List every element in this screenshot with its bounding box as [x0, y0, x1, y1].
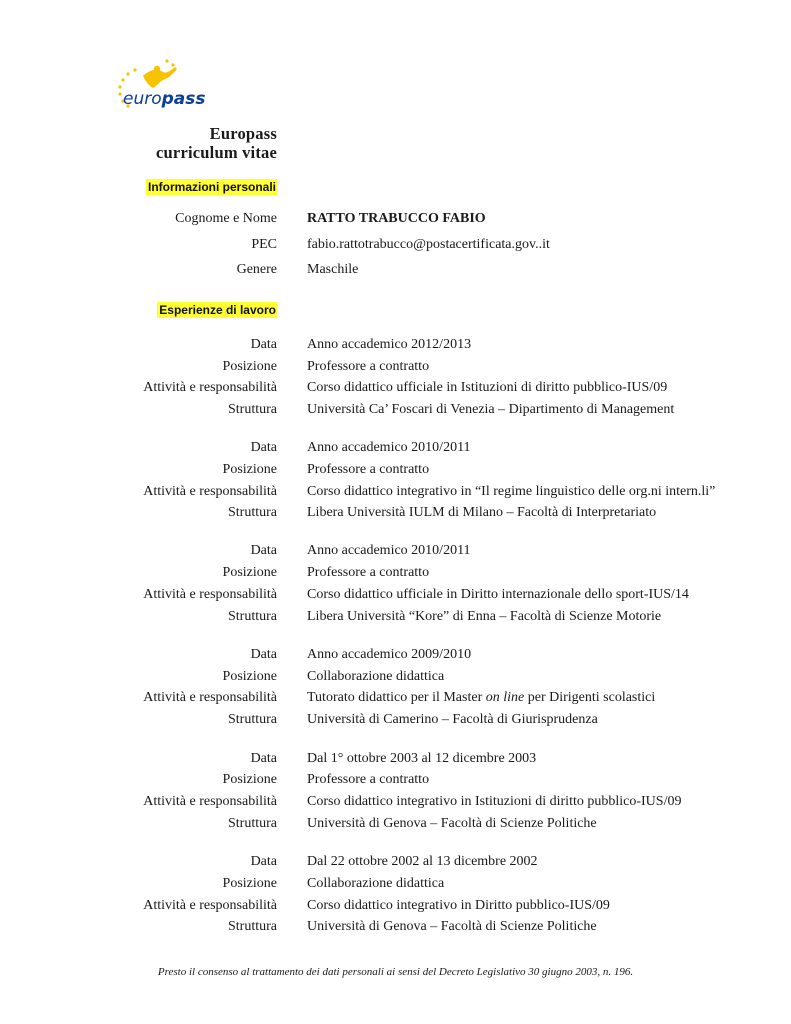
label-date: Data [250, 854, 277, 869]
label-structure: Struttura [228, 402, 277, 417]
exp-5-date: Dal 1° ottobre 2003 al 12 dicembre 2003 [307, 751, 537, 766]
exp-4-activities-row [0, 687, 791, 709]
exp-1-date-row [0, 334, 791, 356]
label-position: Posizione [222, 359, 277, 374]
exp-1-structure-row [0, 399, 791, 421]
exp-4-activities [307, 687, 655, 709]
exp-3-structure: Libera Università “Kore” di Enna – Facoltà di Scienze Motorie [307, 609, 662, 624]
exp-1-date: Anno accademico 2012/2013 [307, 337, 472, 352]
privacy-consent-footer: Presto il consenso al trattamento dei dati personali ai sensi del Decreto Legislativo 30 giugno 2003, n. 196. [157, 966, 634, 978]
exp-1-structure: Università Ca’ Foscari di Venezia – Dipartimento di Management [307, 402, 675, 417]
section-heading-personal: Informazioni personali [147, 180, 276, 194]
label-date: Data [250, 543, 277, 558]
personal-row-name [0, 208, 791, 230]
personal-row-pec [0, 234, 791, 256]
label-position: Posizione [222, 876, 277, 891]
exp-2-activities: Corso didattico integrativo in “Il regime linguistico delle org.ni intern.li” [307, 484, 716, 499]
exp-2-position-row [0, 459, 791, 481]
svg-text:europass: europass [123, 89, 206, 109]
label-date: Data [250, 647, 277, 662]
exp-6-structure: Università di Genova – Facoltà di Scienze Politiche [307, 919, 597, 934]
exp-4-date-row [0, 644, 791, 666]
label-pec: PEC [251, 237, 277, 252]
label-structure: Struttura [228, 919, 277, 934]
exp-2-position: Professore a contratto [307, 462, 430, 477]
exp-2-structure: Libera Università IULM di Milano – Facoltà di Interpretariato [307, 505, 657, 520]
exp-4-position-row [0, 666, 791, 688]
exp-5-activities-row [0, 791, 791, 813]
exp-2-date-row [0, 437, 791, 459]
exp-1-position-row [0, 356, 791, 378]
exp-3-structure-row [0, 606, 791, 628]
label-activities: Attività e responsabilità [143, 898, 277, 913]
exp-2-date: Anno accademico 2010/2011 [307, 440, 471, 455]
label-position: Posizione [222, 462, 277, 477]
exp-4-structure: Università di Camerino – Facoltà di Giurisprudenza [307, 712, 598, 727]
label-gender: Genere [236, 262, 277, 277]
document-title [156, 124, 277, 162]
exp-4-date: Anno accademico 2009/2010 [307, 647, 472, 662]
label-position: Posizione [222, 772, 277, 787]
exp-3-position-row [0, 562, 791, 584]
exp-4-activities-part-1: Tutorato didattico per il Master [307, 690, 486, 705]
exp-6-position-row [0, 873, 791, 895]
personal-row-gender [0, 259, 791, 281]
title-line-1: Europass [209, 124, 277, 143]
exp-4-position: Collaborazione didattica [307, 669, 445, 684]
label-structure: Struttura [228, 609, 277, 624]
label-activities: Attività e responsabilità [143, 794, 277, 809]
label-name: Cognome e Nome [175, 211, 277, 226]
exp-5-date-row [0, 748, 791, 770]
exp-6-activities-row [0, 895, 791, 917]
label-date: Data [250, 440, 277, 455]
exp-5-activities: Corso didattico integrativo in Istituzioni di diritto pubblico-IUS/09 [307, 794, 682, 809]
exp-2-structure-row [0, 502, 791, 524]
label-date: Data [250, 337, 277, 352]
exp-3-position: Professore a contratto [307, 565, 430, 580]
exp-5-structure: Università di Genova – Facoltà di Scienze Politiche [307, 816, 597, 831]
exp-1-activities-row [0, 377, 791, 399]
exp-3-activities-row [0, 584, 791, 606]
exp-5-position: Professore a contratto [307, 772, 430, 787]
label-activities: Attività e responsabilità [143, 587, 277, 602]
section-heading-work: Esperienze di lavoro [159, 303, 276, 317]
label-activities: Attività e responsabilità [143, 380, 277, 395]
value-gender: Maschile [307, 262, 359, 277]
value-pec: fabio.rattotrabucco@postacertificata.gov..it [307, 237, 550, 252]
exp-6-date-row [0, 851, 791, 873]
exp-3-date: Anno accademico 2010/2011 [307, 543, 471, 558]
label-date: Data [250, 751, 277, 766]
exp-2-activities-row [0, 481, 791, 503]
exp-4-activities-part-2: on line [485, 690, 525, 705]
label-position: Posizione [222, 565, 277, 580]
exp-3-date-row [0, 540, 791, 562]
exp-5-position-row [0, 769, 791, 791]
value-name: RATTO TRABUCCO FABIO [307, 211, 486, 226]
label-structure: Struttura [228, 712, 277, 727]
title-line-2: curriculum vitae [156, 143, 277, 162]
exp-4-structure-row [0, 709, 791, 731]
exp-6-activities: Corso didattico integrativo in Diritto pubblico-IUS/09 [307, 898, 610, 913]
exp-3-activities: Corso didattico ufficiale in Diritto internazionale dello sport-IUS/14 [307, 587, 689, 602]
flying-figure-icon [143, 66, 177, 88]
label-structure: Struttura [228, 816, 277, 831]
label-activities: Attività e responsabilità [143, 690, 277, 705]
exp-4-activities-part-3: per Dirigenti scolastici [524, 690, 656, 705]
exp-5-structure-row [0, 813, 791, 835]
exp-6-structure-row [0, 916, 791, 938]
europass-logo [113, 56, 213, 114]
label-activities: Attività e responsabilità [143, 484, 277, 499]
exp-1-activities: Corso didattico ufficiale in Istituzioni di diritto pubblico-IUS/09 [307, 380, 668, 395]
label-position: Posizione [222, 669, 277, 684]
exp-1-position: Professore a contratto [307, 359, 430, 374]
exp-6-date: Dal 22 ottobre 2002 al 13 dicembre 2002 [307, 854, 538, 869]
label-structure: Struttura [228, 505, 277, 520]
exp-6-position: Collaborazione didattica [307, 876, 445, 891]
